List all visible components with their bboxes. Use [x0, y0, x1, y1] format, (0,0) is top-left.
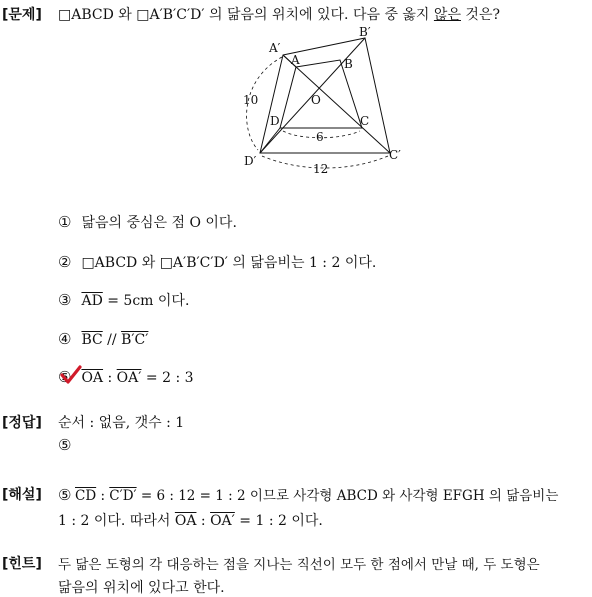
label-b-prime: B′: [359, 25, 371, 39]
segment-c-prime-d-prime: C′D′: [109, 488, 137, 504]
hint-line-1: 두 닮은 도형의 각 대응하는 점을 지나는 직선이 모두 한 점에서 만날 때, 두 도형은: [58, 557, 540, 573]
hint-line-2: 닮음의 위치에 있다고 한다.: [58, 580, 225, 596]
segment-cd: $\overline{CD}$: [75, 488, 97, 504]
choice-3[interactable]: [58, 290, 189, 310]
choice-number: ④: [58, 330, 72, 348]
answer-tag: [정답]: [2, 415, 42, 431]
choice-number: ③: [58, 291, 72, 309]
length-12: 12: [313, 162, 329, 176]
homothety-figure: [235, 22, 415, 178]
segment-b-prime-c-prime: B′C′: [121, 332, 149, 348]
label-o: O: [311, 93, 321, 107]
label-d-prime: D′: [244, 154, 257, 168]
choice-text: □ABCD 와 □A′B′C′D′ 의 닮음비는 1 : 2 이다.: [81, 255, 377, 271]
label-d: D: [270, 114, 280, 128]
segment-ad: $\overline{AD}$: [81, 293, 103, 309]
ratio-sign: :: [196, 513, 211, 529]
choice-text: 닮음의 중심은 점 O 이다.: [81, 215, 237, 231]
problem-tag: [문제]: [2, 7, 42, 23]
length-10: 10: [243, 93, 259, 107]
stem-underlined: 않은: [433, 7, 461, 23]
solution-line-2: [58, 510, 323, 530]
segment-oa: $\overline{OA}$: [174, 513, 197, 529]
ratio-sign: :: [96, 488, 110, 504]
choice-2[interactable]: [58, 252, 376, 272]
solution-line-1: [58, 484, 558, 504]
segment-oa: $\overline{OA}$: [81, 370, 104, 386]
choice-text: = 2 : 3: [141, 370, 194, 386]
choice-number: ②: [58, 253, 72, 271]
label-a: A: [291, 53, 300, 67]
problem-stem: [58, 4, 500, 24]
solution-number: ⑤: [58, 486, 72, 504]
segment-oa-prime: OA′: [116, 370, 142, 386]
checkmark-icon: [60, 364, 82, 386]
label-a-prime: A′: [269, 41, 281, 55]
solution-text-2: 1 : 2 이다. 따라서: [58, 513, 175, 529]
stem-suffix: 것은?: [460, 7, 500, 23]
solution-text-1: = 6 : 12 = 1 : 2 이므로 사각형 ABCD 와 사각형 EFGH 의 닮음비는: [136, 488, 559, 504]
stem-prefix: □ABCD 와 □A′B′C′D′ 의 닮음의 위치에 있다. 다음 중 옳지: [58, 7, 434, 23]
answer-value: ⑤: [58, 436, 72, 454]
label-c-prime: C′: [389, 148, 401, 162]
choice-number: ①: [58, 213, 72, 231]
choice-4[interactable]: [58, 330, 148, 348]
segment-bc: $\overline{BC}$: [81, 332, 103, 348]
label-c: C: [360, 114, 370, 128]
ratio-sign: :: [103, 370, 117, 386]
choice-number: ⑤: [58, 368, 72, 386]
segment-oa-prime: OA′: [210, 513, 235, 529]
label-b: B: [344, 57, 353, 71]
parallel-sign: //: [102, 332, 122, 348]
hint-tag: [힌트]: [2, 556, 42, 572]
choice-1[interactable]: [58, 212, 237, 232]
answer-meta: 순서 : 없음, 갯수 : 1: [58, 415, 185, 431]
length-6: 6: [316, 130, 324, 144]
solution-text-3: = 1 : 2 이다.: [234, 513, 323, 529]
solution-tag: [해설]: [2, 487, 42, 503]
choice-text: = 5cm 이다.: [102, 293, 190, 309]
